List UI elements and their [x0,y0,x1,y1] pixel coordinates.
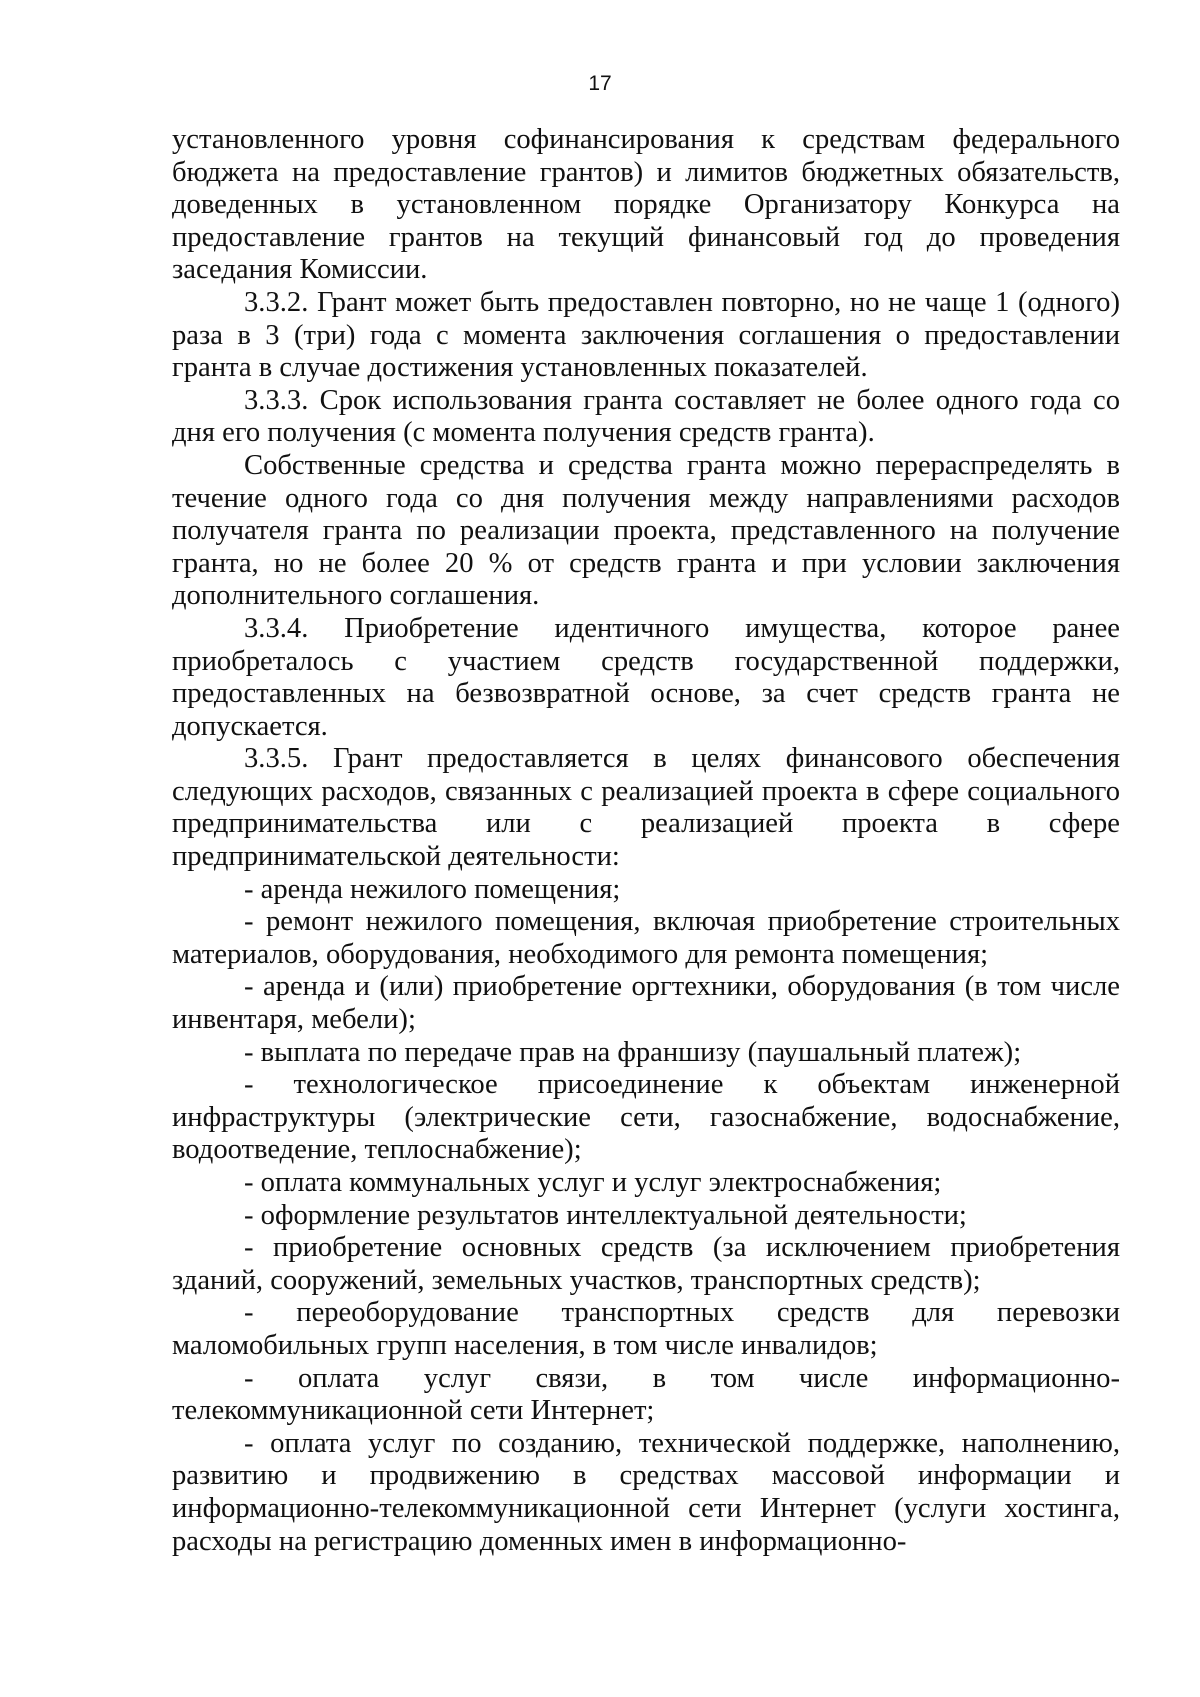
paragraph-3-3-3: 3.3.3. Срок использования гранта составляет не более одного года со дня его получения (с момента получения средств гранта). [172,384,1120,449]
paragraph-3-3-4: 3.3.4. Приобретение идентичного имущества, которое ранее приобреталось с участием средств государственной поддержки, предоставленных на безвозвратной основе, за счет средств гранта не допускается. [172,612,1120,742]
list-item: - оплата коммунальных услуг и услуг электроснабжения; [244,1167,942,1198]
list-item: - технологическое присоединение к объектам инженерной инфраструктуры (электрические сети, газоснабжение, водоснабжение, водоотведение, теплоснабжение); [172,1069,1120,1166]
list-item: - аренда нежилого помещения; [244,873,621,905]
list-item: - оплата услуг связи, в том числе информационно-телекоммуникационной сети Интернет; [172,1362,1120,1427]
list-item: - оформление результатов интеллектуальной деятельности; [244,1199,967,1231]
paragraph-3-3-5: 3.3.5. Грант предоставляется в целях финансового обеспечения следующих расходов, связанных с реализацией проекта в сфере социального предпринимательства или с реализацией проекта в сфере предпринимательской деятельности: [172,743,1120,873]
paragraph-continuation: установленного уровня софинансирования к средствам федерального бюджета на предоставление грантов) и лимитов бюджетных обязательств, доведенных в установленном порядке Организатору Конкурса на предоставление грантов на текущий финансовый год до проведения заседания Комиссии. [172,124,1120,286]
list-item: - аренда и (или) приобретение оргтехники, оборудования (в том числе инвентаря, мебели); [172,971,1120,1036]
list-item: - выплата по передаче прав на франшизу (паушальный платеж); [244,1036,1022,1068]
list-item: - оплата услуг по созданию, технической поддержке, наполнению, развитию и продвижению в средствах массовой информации и информационно-телекоммуникационной сети Интернет (услуги хостинга, расходы на регистрацию доменных имен в информационно- [172,1427,1120,1557]
document-body [172,124,1120,1558]
list-item: - приобретение основных средств (за исключением приобретения зданий, сооружений, земельных участков, транспортных средств); [172,1232,1120,1296]
paragraph-3-3-2: 3.3.2. Грант может быть предоставлен повторно, но не чаще 1 (одного) раза в 3 (три) года с момента заключения соглашения о предоставлении гранта в случае достижения установленных показателей. [172,286,1120,384]
list-item: - ремонт нежилого помещения, включая приобретение строительных материалов, оборудования, необходимого для ремонта помещения; [172,906,1120,970]
page-number: 17 [588,72,612,95]
paragraph-own-funds: Собственные средства и средства гранта можно перераспределять в течение одного года со дня получения между направлениями расходов получателя гранта по реализации проекта, представленного на получение гранта, но не более 20 % от средств гранта и при условии заключения дополнительного соглашения. [172,449,1120,612]
list-item: - переоборудование транспортных средств для перевозки маломобильных групп населения, в том числе инвалидов; [172,1297,1120,1361]
